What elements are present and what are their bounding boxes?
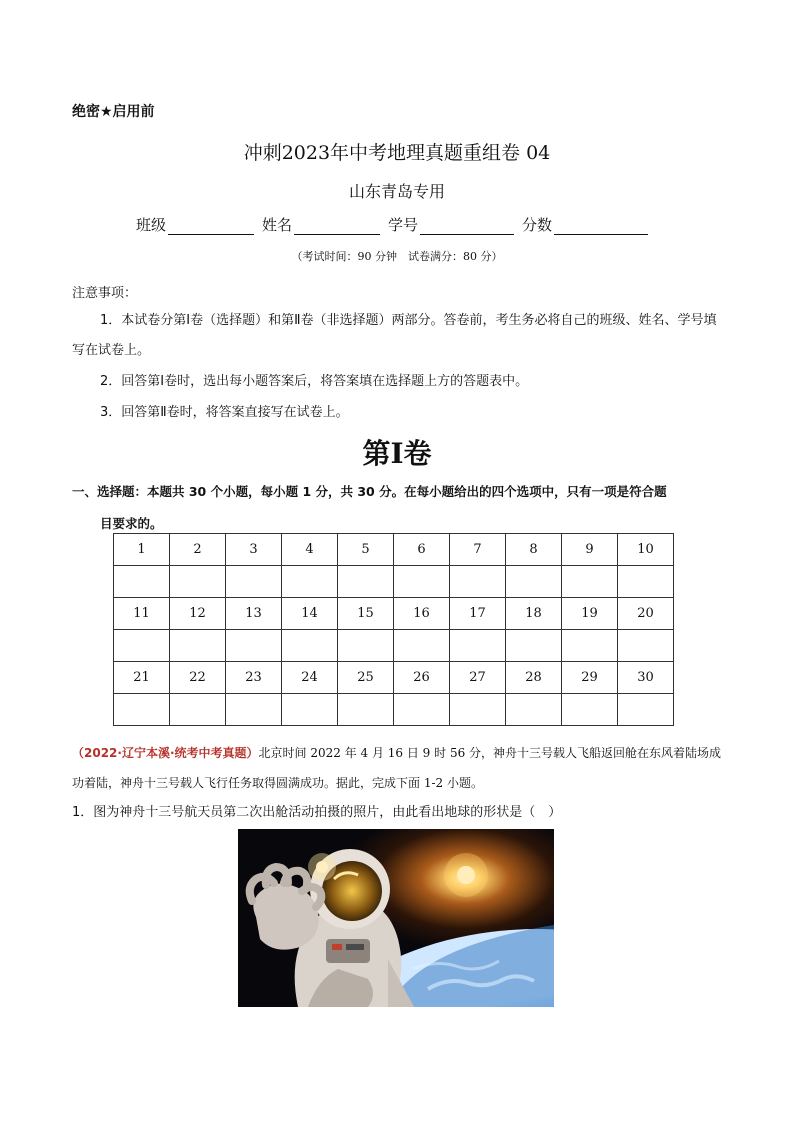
name-label: 姓名 <box>262 216 293 234</box>
section-heading-line: 一、选择题：本题共 30 个小题，每小题 1 分，共 30 分。在每小题给出的四个选项中，只有一项是符合题 <box>72 484 667 499</box>
question-number-cell: 24 <box>282 662 338 694</box>
answer-number-row <box>114 662 674 694</box>
answer-cell[interactable] <box>338 630 394 662</box>
question-number-cell: 4 <box>282 534 338 566</box>
answer-cell[interactable] <box>226 566 282 598</box>
question-source <box>72 738 732 798</box>
answer-cell[interactable] <box>170 630 226 662</box>
answer-cell[interactable] <box>226 630 282 662</box>
answer-cell[interactable] <box>114 630 170 662</box>
answer-cell[interactable] <box>562 630 618 662</box>
answer-cell[interactable] <box>562 694 618 726</box>
question-number-cell: 12 <box>170 598 226 630</box>
source-text: 北京时间 2022 年 4 月 16 日 9 时 56 分，神舟十三号载人飞船返回舱在东风着陆场成功着陆，神舟十三号载人飞行任务取得圆满成功。据此，完成下面 1-2 小题。 <box>72 746 722 790</box>
student-number-label: 学号 <box>388 216 419 234</box>
answer-input-row <box>114 694 674 726</box>
page-title: 冲刺2023年中考地理真题重组卷 04 <box>243 142 551 164</box>
question-number-cell: 27 <box>450 662 506 694</box>
question-number-cell: 30 <box>618 662 674 694</box>
answer-cell[interactable] <box>282 566 338 598</box>
section-heading-line: 目要求的。 <box>100 516 163 531</box>
exam-info: （考试时间：90 分钟 试卷满分：80 分） <box>291 250 503 263</box>
photo-image <box>238 829 554 1007</box>
page-subtitle: 山东青岛专用 <box>348 182 445 201</box>
answer-cell[interactable] <box>226 694 282 726</box>
name-field[interactable] <box>262 214 380 235</box>
answer-cell[interactable] <box>338 694 394 726</box>
answer-cell[interactable] <box>282 630 338 662</box>
answer-number-row <box>114 534 674 566</box>
question-number-cell: 10 <box>618 534 674 566</box>
student-number-field[interactable] <box>388 214 514 235</box>
question-number-cell: 8 <box>506 534 562 566</box>
answer-cell[interactable] <box>394 566 450 598</box>
notice-item: 2．回答第Ⅰ卷时，选出每小题答案后，将答案填在选择题上方的答题表中。 <box>100 374 529 389</box>
question-number-cell: 16 <box>394 598 450 630</box>
notice-heading: 注意事项： <box>72 286 138 301</box>
question-number-cell: 9 <box>562 534 618 566</box>
student-info-fields <box>136 214 648 235</box>
question-number-cell: 7 <box>450 534 506 566</box>
answer-cell[interactable] <box>394 694 450 726</box>
answer-table <box>113 533 674 726</box>
answer-cell[interactable] <box>170 566 226 598</box>
answer-cell[interactable] <box>394 630 450 662</box>
answer-cell[interactable] <box>282 694 338 726</box>
notice-item: 3．回答第Ⅱ卷时，将答案直接写在试卷上。 <box>100 405 349 420</box>
question-number-cell: 17 <box>450 598 506 630</box>
question-number-cell: 18 <box>506 598 562 630</box>
astronaut-earth-photo <box>238 829 554 1007</box>
class-field[interactable] <box>136 214 254 235</box>
answer-cell[interactable] <box>506 630 562 662</box>
answer-cell[interactable] <box>618 566 674 598</box>
answer-cell[interactable] <box>338 566 394 598</box>
question-number-cell: 14 <box>282 598 338 630</box>
question-number-cell: 13 <box>226 598 282 630</box>
answer-cell[interactable] <box>114 694 170 726</box>
question-number-cell: 5 <box>338 534 394 566</box>
question-number-cell: 25 <box>338 662 394 694</box>
source-tag: （2022·辽宁本溪·统考中考真题） <box>72 746 259 760</box>
question-number-cell: 21 <box>114 662 170 694</box>
question-number-cell: 19 <box>562 598 618 630</box>
answer-cell[interactable] <box>618 630 674 662</box>
class-label: 班级 <box>136 216 167 234</box>
answer-cell[interactable] <box>506 694 562 726</box>
question-number-cell: 11 <box>114 598 170 630</box>
question-number-cell: 29 <box>562 662 618 694</box>
answer-input-row <box>114 630 674 662</box>
question-number-cell: 28 <box>506 662 562 694</box>
answer-cell[interactable] <box>506 566 562 598</box>
question-number-cell: 15 <box>338 598 394 630</box>
question-number-cell: 6 <box>394 534 450 566</box>
part-title: 第Ⅰ卷 <box>362 437 432 470</box>
answer-cell[interactable] <box>450 630 506 662</box>
question-number-cell: 23 <box>226 662 282 694</box>
answer-cell[interactable] <box>170 694 226 726</box>
answer-number-row <box>114 598 674 630</box>
notice-item: 1．本试卷分第Ⅰ卷（选择题）和第Ⅱ卷（非选择题）两部分。答卷前，考生务必将自己的班级、姓名、学号填写在试卷上。 <box>72 313 717 358</box>
question-1: 1．图为神舟十三号航天员第二次出舱活动拍摄的照片，由此看出地球的形状是（ ） <box>72 805 562 820</box>
question-number-cell: 2 <box>170 534 226 566</box>
answer-cell[interactable] <box>562 566 618 598</box>
question-number-cell: 1 <box>114 534 170 566</box>
question-number-cell: 26 <box>394 662 450 694</box>
score-label: 分数 <box>522 216 553 234</box>
question-number-cell: 22 <box>170 662 226 694</box>
answer-cell[interactable] <box>450 566 506 598</box>
answer-cell[interactable] <box>618 694 674 726</box>
answer-cell[interactable] <box>114 566 170 598</box>
question-number-cell: 3 <box>226 534 282 566</box>
question-number-cell: 20 <box>618 598 674 630</box>
score-field[interactable] <box>522 214 648 235</box>
section-heading <box>72 476 732 540</box>
answer-cell[interactable] <box>450 694 506 726</box>
answer-input-row <box>114 566 674 598</box>
secret-label: 绝密★启用前 <box>72 104 155 120</box>
